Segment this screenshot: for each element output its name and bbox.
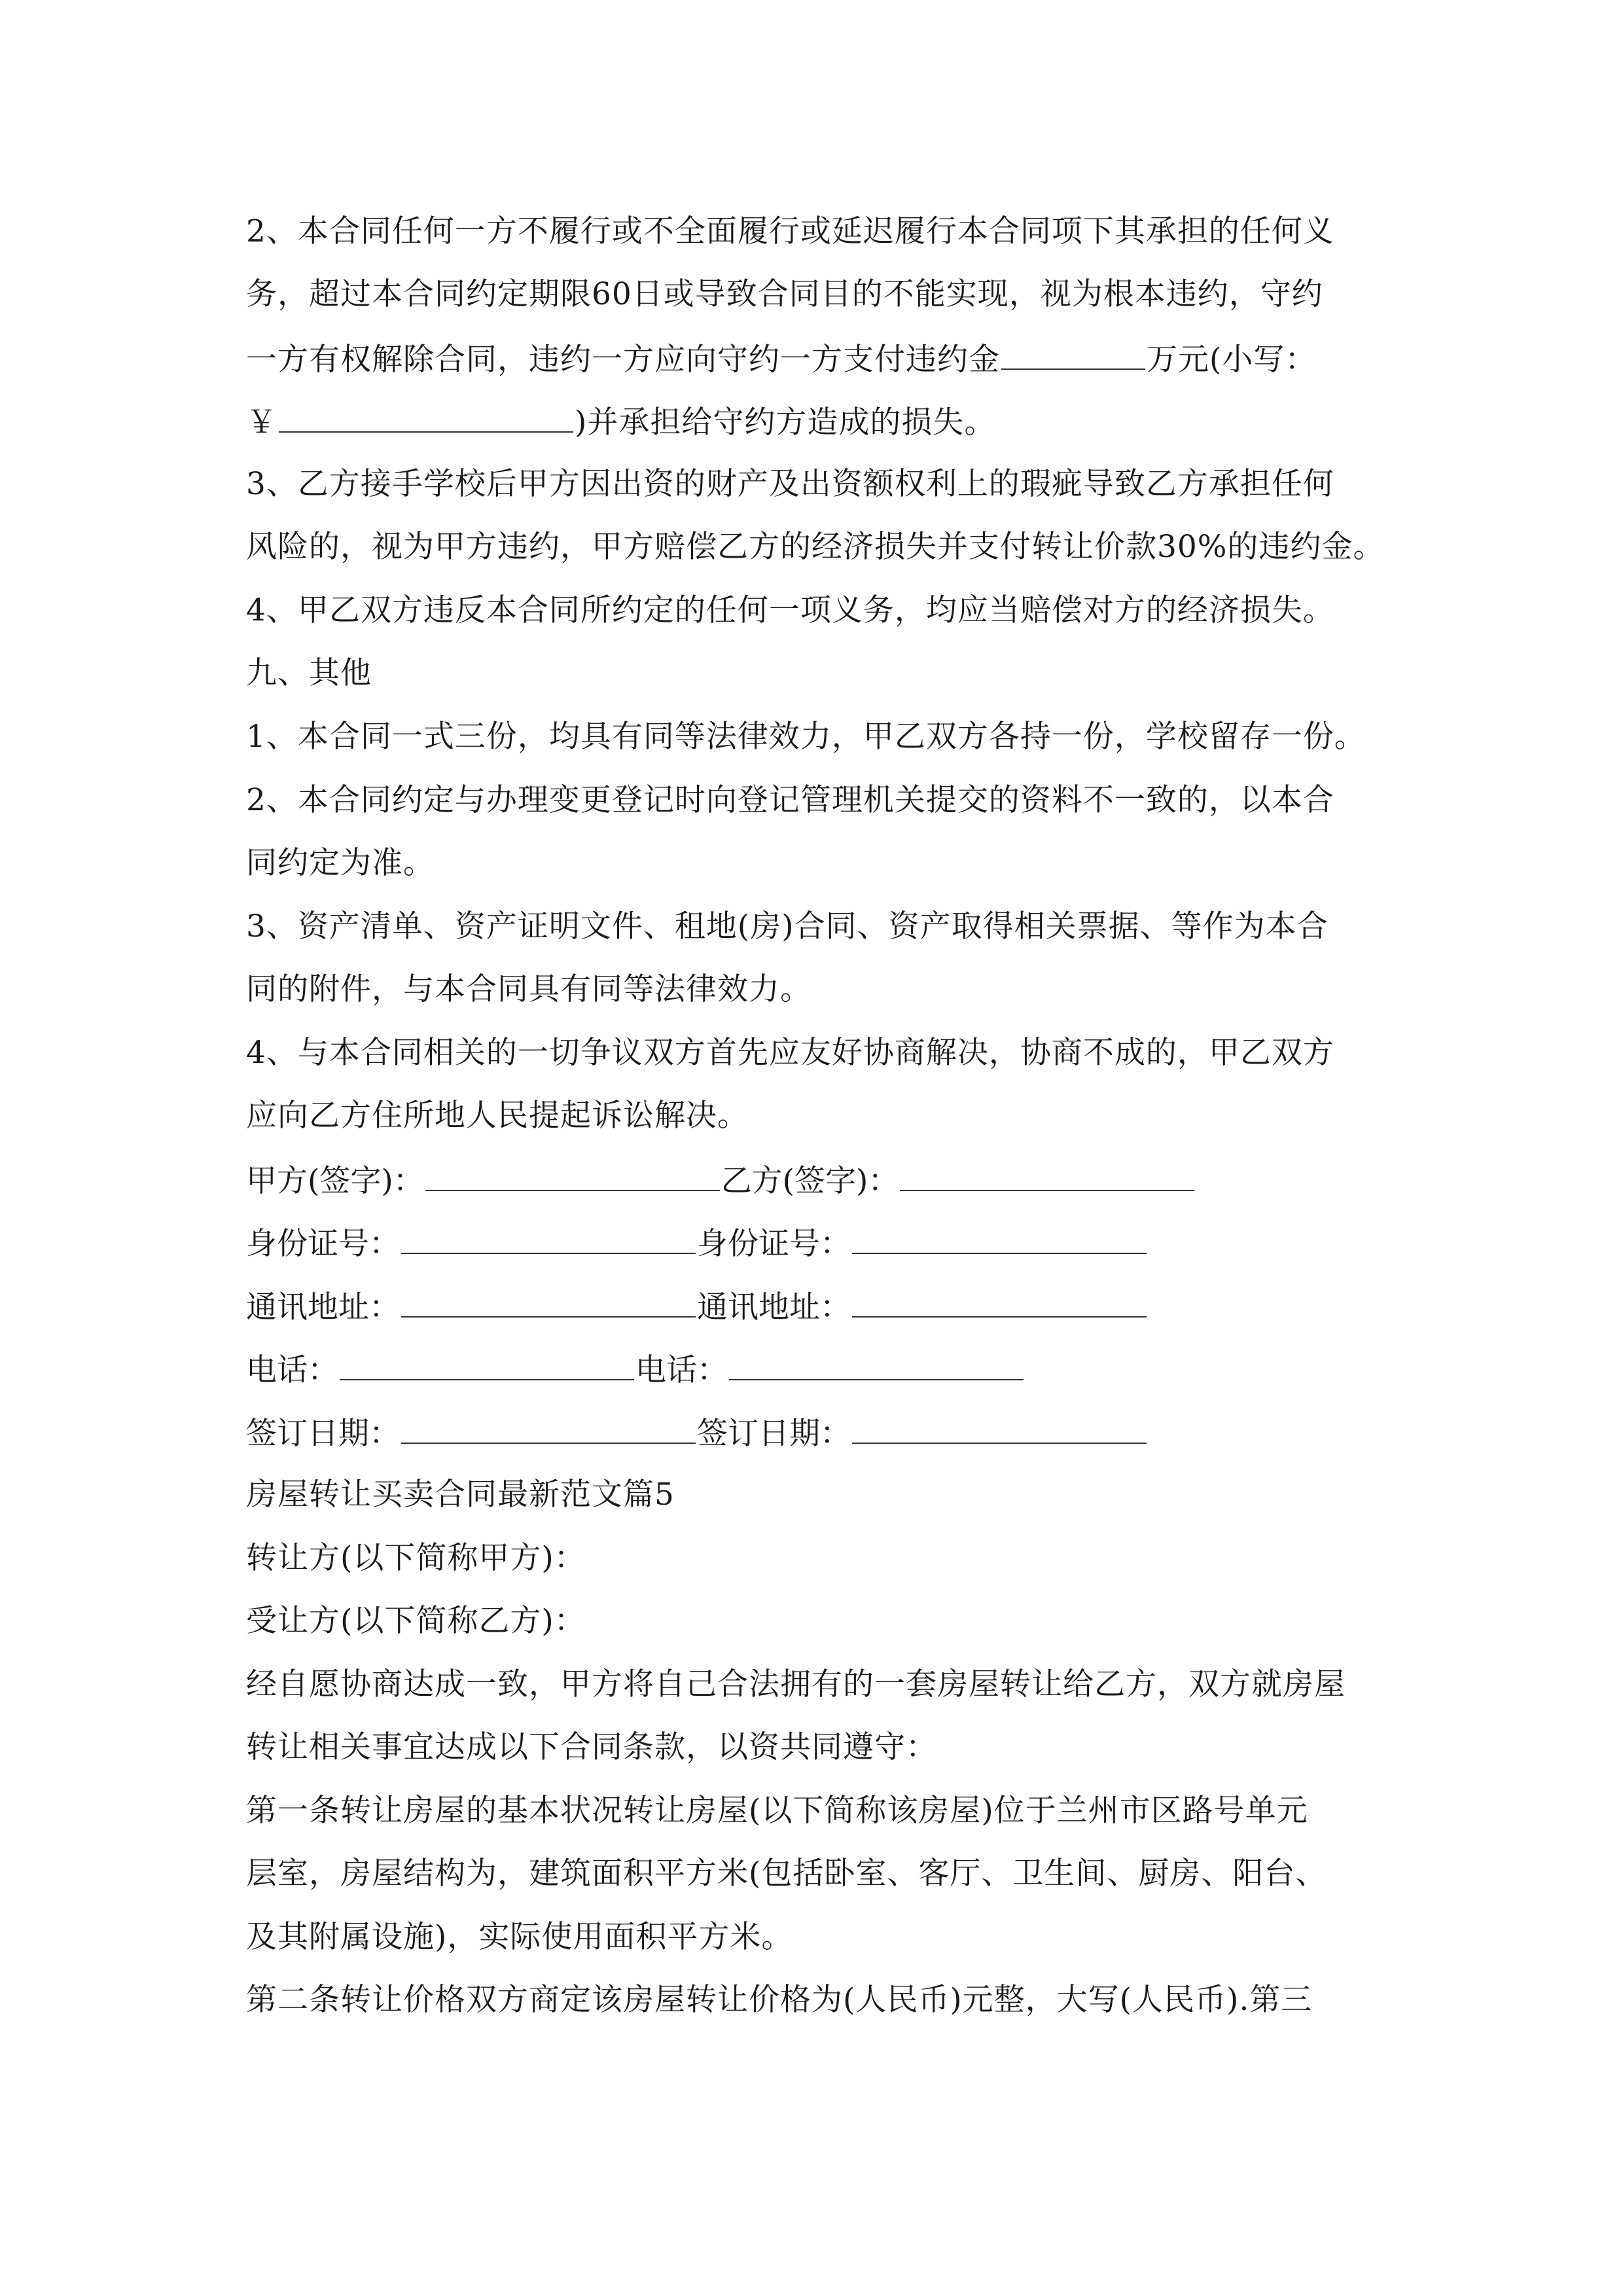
paragraph-line: 及其附属设施)，实际使用面积平方米。 [246, 1919, 793, 1955]
penalty-amount-blank [1001, 338, 1145, 370]
party-a-address-blank [401, 1286, 696, 1318]
paragraph-line: 2、本合同任何一方不履行或不全面履行或延迟履行本合同项下其承担的任何义 [246, 213, 1334, 249]
paragraph-line: 1、本合同一式三份，均具有同等法律效力，甲乙双方各持一份，学校留存一份。 [246, 719, 1366, 755]
party-a-phone-label: 电话： [246, 1352, 338, 1388]
party-b-date-blank [852, 1412, 1147, 1444]
party-b-id-blank [852, 1223, 1147, 1254]
paragraph-line: 经自愿协商达成一致，甲方将自己合法拥有的一套房屋转让给乙方，双方就房屋 [246, 1666, 1346, 1702]
party-b-id-label: 身份证号： [697, 1226, 851, 1262]
party-b-phone-blank [729, 1349, 1024, 1380]
party-b-sign-label: 乙方(签字)： [721, 1163, 899, 1199]
signature-row [246, 1160, 1196, 1201]
paragraph-line: 3、资产清单、资产证明文件、租地(房)合同、资产取得相关票据、等作为本合 [246, 908, 1329, 944]
party-a-id-label: 身份证号： [246, 1226, 400, 1262]
phone-row [246, 1349, 1025, 1390]
address-row [246, 1286, 1148, 1327]
transferor-line: 转让方(以下简称甲方)： [246, 1540, 586, 1576]
currency-symbol: ￥ [246, 404, 277, 440]
party-a-phone-blank [340, 1349, 634, 1380]
paragraph-line: 层室，房屋结构为，建筑面积平方米(包括卧室、客厅、卫生间、厨房、阳台、 [246, 1856, 1327, 1892]
party-b-phone-label: 电话： [635, 1352, 728, 1388]
party-b-address-label: 通讯地址： [697, 1289, 851, 1325]
transferee-line: 受让方(以下简称乙方)： [246, 1603, 586, 1639]
paragraph-line: 3、乙方接手学校后甲方因出资的财产及出资额权利上的瑕疵导致乙方承担任何 [246, 466, 1334, 502]
paragraph-line: 同的附件，与本合同具有同等法律效力。 [246, 971, 812, 1007]
paragraph-line: 风险的，视为甲方违约，甲方赔偿乙方的经济损失并支付转让价款30%的违约金。 [246, 529, 1385, 565]
party-b-date-label: 签订日期： [697, 1416, 851, 1452]
paragraph-text: )并承担给守约方造成的损失。 [575, 404, 996, 440]
party-a-sign-blank [425, 1160, 720, 1191]
party-a-date-blank [401, 1412, 696, 1444]
paragraph-line: 4、甲乙双方违反本合同所约定的任何一项义务，均应当赔偿对方的经济损失。 [246, 592, 1334, 628]
paragraph-line: 应向乙方住所地人民提起诉讼解决。 [246, 1098, 749, 1134]
party-b-address-blank [852, 1286, 1147, 1318]
paragraph-line: 第一条转让房屋的基本状况转让房屋(以下简称该房屋)位于兰州市区路号单元 [246, 1793, 1308, 1829]
paragraph-line: 转让相关事宜达成以下合同条款，以资共同遵守： [246, 1729, 937, 1765]
paragraph-line: 务，超过本合同约定期限60日或导致合同目的不能实现，视为根本违约，守约 [246, 276, 1323, 312]
paragraph-text: 万元(小写： [1147, 342, 1317, 378]
penalty-lowercase-blank [279, 401, 573, 433]
paragraph-line: 4、与本合同相关的一切争议双方首先应友好协商解决，协商不成的，甲乙双方 [246, 1035, 1334, 1071]
contract-title: 房屋转让买卖合同最新范文篇5 [246, 1477, 675, 1513]
paragraph-text: 一方有权解除合同，违约一方应向守约一方支付违约金 [246, 342, 1000, 378]
party-a-address-label: 通讯地址： [246, 1289, 400, 1325]
date-row [246, 1412, 1148, 1454]
paragraph-line: 第二条转让价格双方商定该房屋转让价格为(人民币)元整，大写(人民币).第三 [246, 1982, 1313, 2018]
paragraph-line [246, 338, 1316, 380]
party-b-sign-blank [900, 1160, 1194, 1191]
paragraph-line: 2、本合同约定与办理变更登记时向登记管理机关提交的资料不一致的，以本合 [246, 782, 1334, 818]
paragraph-line: 同约定为准。 [246, 845, 435, 881]
party-a-date-label: 签订日期： [246, 1416, 400, 1452]
id-row [246, 1223, 1148, 1264]
paragraph-line [246, 401, 995, 442]
section-heading: 九、其他 [246, 655, 372, 691]
party-a-sign-label: 甲方(签字)： [246, 1163, 424, 1199]
party-a-id-blank [401, 1223, 696, 1254]
